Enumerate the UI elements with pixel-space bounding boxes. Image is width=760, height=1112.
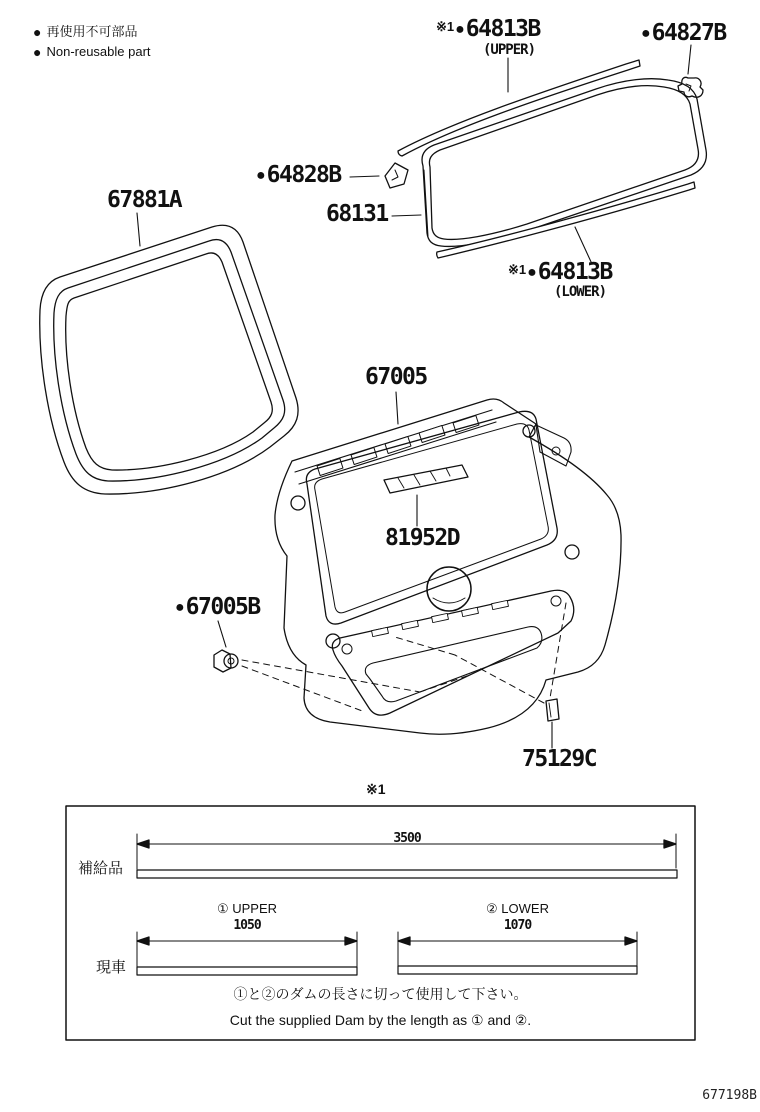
lower-dam-strip <box>437 182 695 258</box>
upper-dam-strip <box>398 60 640 156</box>
instruction-en: Cut the supplied Dam by the length as ① and ②. <box>229 1012 532 1028</box>
supply-length-value: 3500 <box>393 831 421 846</box>
clip-75129c-icon <box>546 699 559 721</box>
note-ref: ※1 <box>436 18 455 34</box>
part-label-64813b-upper <box>436 18 540 41</box>
upper-segment-length: 1050 <box>233 918 261 933</box>
non-reusable-dot-icon: ● <box>33 24 42 40</box>
part-label-75129c: 75129C <box>522 746 597 772</box>
legend-non-reusable-jp <box>33 24 137 40</box>
non-reusable-dot-icon: ● <box>641 24 651 42</box>
part-number: 64827B <box>651 20 726 46</box>
non-reusable-dot-icon: ● <box>527 263 537 281</box>
non-reusable-dot-icon: ● <box>256 166 266 184</box>
instruction-jp: ①と②のダムの長さに切って使用して下さい。 <box>233 986 528 1002</box>
drawing-number: 677198B <box>702 1088 757 1103</box>
non-reusable-dot-icon: ● <box>175 598 185 616</box>
part-label-64828b <box>256 164 341 187</box>
vehicle-row-label: 現車 <box>96 959 127 976</box>
assembly-dashed-lines <box>242 603 566 712</box>
part-label-64813b-lower <box>508 261 612 284</box>
seal-drawing <box>40 225 298 494</box>
cushion-67005b-icon <box>214 650 238 672</box>
part-number: 64813B <box>465 16 540 42</box>
part-label-81952d: 81952D <box>385 525 460 551</box>
lower-segment-label: ② LOWER <box>486 901 549 916</box>
legend-non-reusable-en <box>33 44 151 60</box>
note-ref: ※1 <box>508 261 527 277</box>
non-reusable-dot-icon: ● <box>455 20 465 38</box>
leader-lines <box>137 45 691 748</box>
non-reusable-dot-icon: ● <box>33 44 42 60</box>
part-label-67005b <box>175 596 260 619</box>
clip-64827-icon <box>678 77 703 97</box>
part-variant-upper: (UPPER) <box>483 42 536 58</box>
chart-note-ref: ※1 <box>366 781 386 797</box>
lower-segment-length: 1070 <box>503 918 532 933</box>
part-label-67881a: 67881A <box>107 187 182 213</box>
supply-row-label: 補給品 <box>78 860 124 877</box>
legend-en-text: Non-reusable part <box>46 44 151 59</box>
part-variant-lower: (LOWER) <box>554 284 607 300</box>
clip-64828-icon <box>385 163 408 188</box>
part-label-64827b <box>641 22 726 45</box>
part-number: 64828B <box>266 162 341 188</box>
legend-jp-text: 再使用不可部品 <box>46 24 138 39</box>
plate-bracket-drawing <box>384 465 468 493</box>
part-number: 67005B <box>185 594 260 620</box>
part-label-67005: 67005 <box>365 364 427 390</box>
upper-segment-label: ① UPPER <box>216 901 278 916</box>
part-number: 64813B <box>537 259 612 285</box>
door-panel-drawing <box>275 399 621 734</box>
part-label-68131: 68131 <box>326 201 388 227</box>
